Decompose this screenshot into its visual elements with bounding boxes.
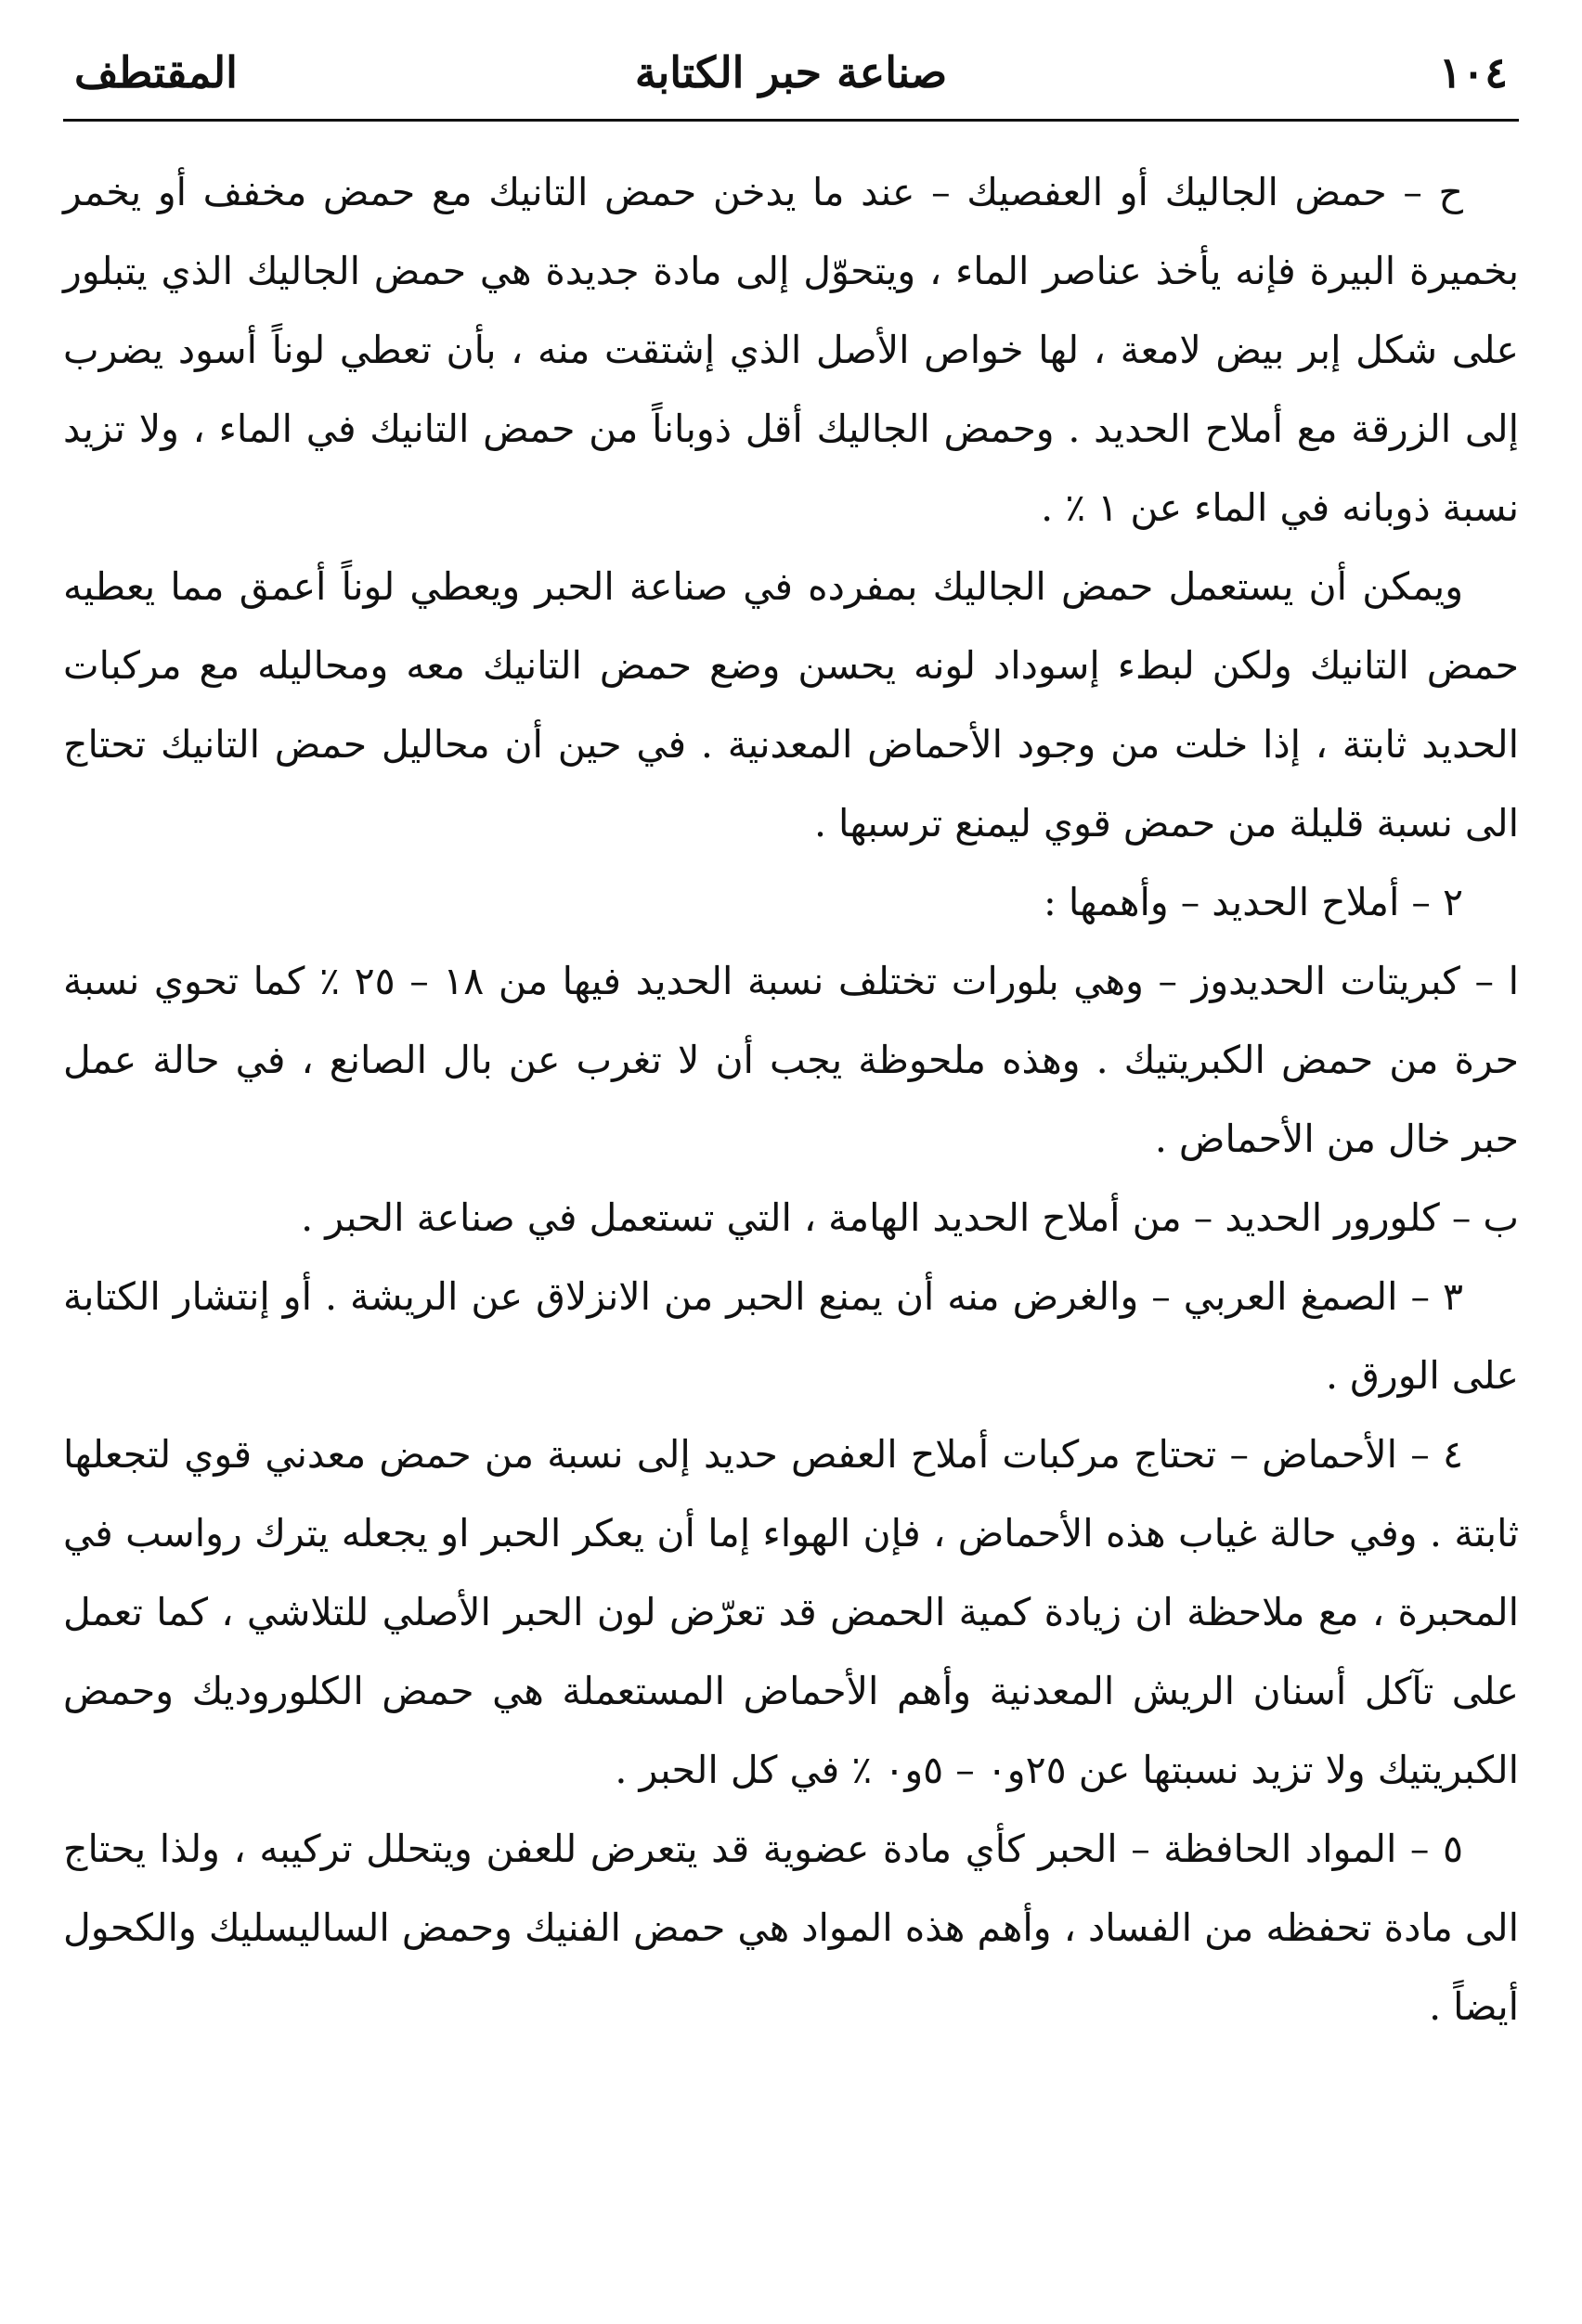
journal-name: المقتطف — [74, 47, 238, 97]
paragraph-iron-salts-heading: ٢ – أملاح الحديد – وأهمها : — [1043, 880, 1463, 924]
paragraph-gallic-acid: ح – حمض الجاليك أو العفصيك – عند ما يدخن حمض التانيك مع حمض مخفف أو يخمر بخميرة البيرة فإنه يأخذ عناصر الماء ، ويتحوّل إلى مادة جديدة هي حمض الجاليك الذي يتبلور على شكل إبر بيض لامعة ، لها خواص الأصل الذي إشتقت منه ، بأن تعطي لوناً أسود يضرب إلى الزرقة مع أملاح الحديد . وحمض الجاليك أقل ذوباناً من حمض التانيك في الماء ، ولا تزيد نسبة ذوبانه في الماء عن ١ ٪ . — [63, 170, 1519, 530]
page-number: ١٠٤ — [1438, 47, 1508, 97]
paragraph-gum-arabic: ٣ – الصمغ العربي – والغرض منه أن يمنع الحبر من الانزلاق عن الريشة . أو إنتشار الكتابة على الورق . — [63, 1274, 1519, 1398]
document-page — [63, 32, 1519, 2296]
header-rule — [63, 119, 1519, 122]
paragraph-gallic-acid-usage: ويمكن أن يستعمل حمض الجاليك بمفرده في صناعة الحبر ويعطي لوناً أعمق مما يعطيه حمض التانيك ولكن لبطء إسوداد لونه يحسن وضع حمض التانيك معه ومحاليله مع مركبات الحديد ثابتة ، إذا خلت من وجود الأحماض المعدنية . في حين أن محاليل حمض التانيك تحتاج الى نسبة قليلة من حمض قوي ليمنع ترسبها . — [63, 564, 1519, 846]
article-title: صناعة حبر الكتابة — [634, 47, 948, 97]
paragraph-ferrous-sulfate: ا – كبريتات الحديدوز – وهي بلورات تختلف نسبة الحديد فيها من ١٨ – ٢٥ ٪ كما تحوي نسبة حرة من حمض الكبريتيك . وهذه ملحوظة يجب أن لا تغرب عن بال الصانع ، في حالة عمل حبر خال من الأحماض . — [63, 959, 1519, 1161]
page-header — [63, 32, 1519, 113]
paragraph-acids: ٤ – الأحماض – تحتاج مركبات أملاح العفص حديد إلى نسبة من حمض معدني قوي لتجعلها ثابتة . وفي حالة غياب هذه الأحماض ، فإن الهواء إما أن يعكر الحبر او يجعله يترك رواسب في المحبرة ، مع ملاحظة ان زيادة كمية الحمض قد تعرّض لون الحبر الأصلي للتلاشي ، كما تعمل على تآكل أسنان الريش المعدنية وأهم الأحماض المستعملة هي حمض الكلوروديك وحمض الكبريتيك ولا تزيد نسبتها عن ٢٥و٠ – ٥و٠ ٪ في كل الحبر . — [63, 1432, 1519, 1792]
paragraph-iron-chloride: ب – كلورور الحديد – من أملاح الحديد الهامة ، التي تستعمل في صناعة الحبر . — [301, 1195, 1519, 1240]
article-body — [63, 153, 1519, 2046]
paragraph-preservatives: ٥ – المواد الحافظة – الحبر كأي مادة عضوية قد يتعرض للعفن ويتحلل تركيبه ، ولذا يحتاج الى مادة تحفظه من الفساد ، وأهم هذه المواد هي حمض الفنيك وحمض الساليسليك والكحول أيضاً . — [63, 1827, 1519, 2029]
